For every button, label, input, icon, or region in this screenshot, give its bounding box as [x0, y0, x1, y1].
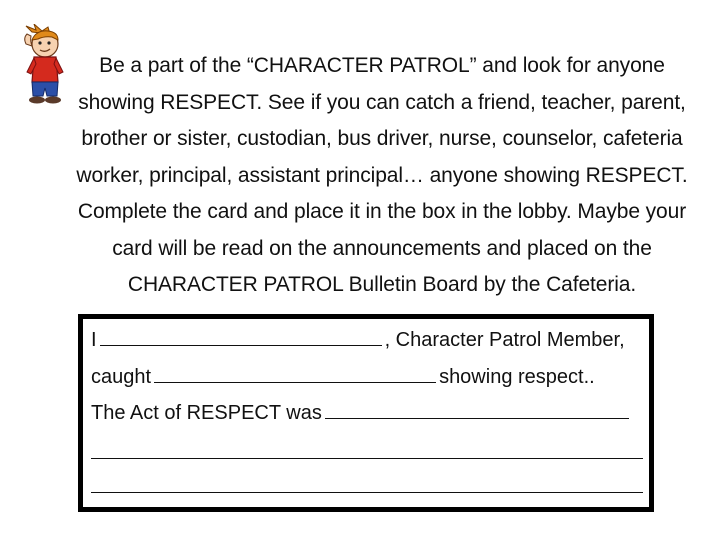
caught-person-blank[interactable]: [154, 364, 436, 383]
card-line3-prefix: The Act of RESPECT was: [91, 402, 322, 424]
respect-card: [78, 314, 654, 512]
act-of-respect-blank[interactable]: [325, 400, 629, 419]
act-description-line-2[interactable]: [91, 492, 643, 493]
card-line-act: [91, 400, 632, 425]
card-line-caught: [91, 364, 595, 389]
card-line2-suffix: showing respect..: [439, 366, 595, 388]
member-name-blank[interactable]: [100, 327, 382, 346]
card-line1-prefix: I: [91, 329, 97, 351]
instructions-paragraph: Be a part of the “CHARACTER PATROL” and look for anyone showing RESPECT. See if you can catch a friend, teacher, parent, brother or sister, custodian, bus driver, nurse, counselor, cafeteria worker, principal, assistant principal… anyone showing RESPECT. Complete the card and place it in the box in the lobby. Maybe your card will be read on the announcements and placed on the CHARACTER PATROL Bulletin Board by the Cafeteria.: [76, 54, 688, 296]
card-line1-suffix: , Character Patrol Member,: [384, 329, 625, 351]
card-line2-prefix: caught: [91, 366, 152, 388]
card-line-name: [91, 327, 625, 352]
act-description-line-1[interactable]: [91, 458, 643, 459]
